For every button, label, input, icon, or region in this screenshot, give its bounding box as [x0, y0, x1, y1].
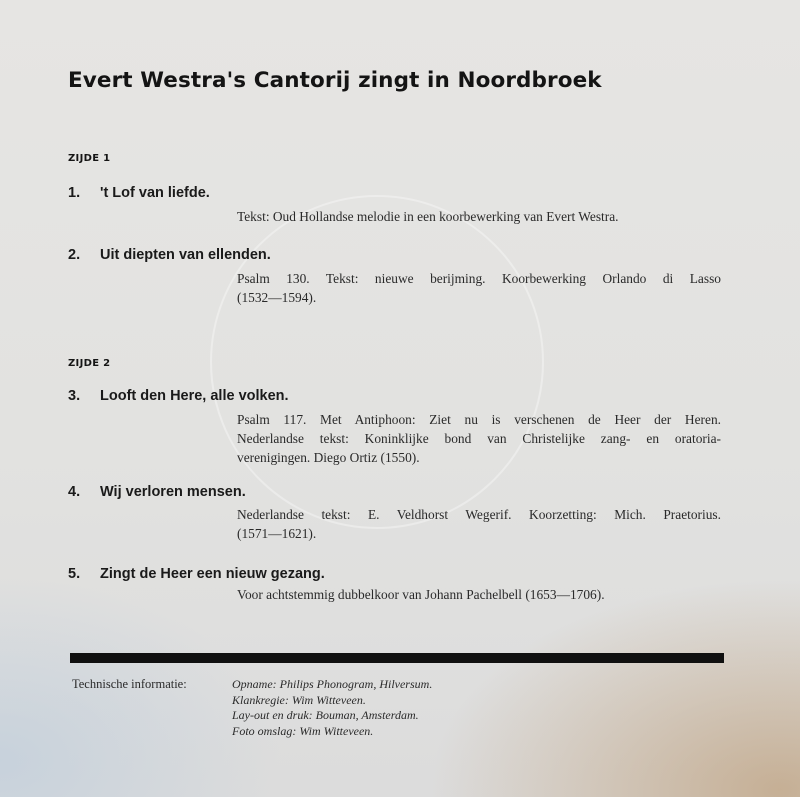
track-name: Zingt de Heer een nieuw gezang. [100, 566, 325, 582]
track-4-description [237, 505, 721, 543]
description-line: Tekst: Oud Hollandse melodie in een koorbewerking van Evert Westra. [237, 209, 619, 224]
track-2-title [68, 247, 271, 263]
tech-line-cover-photo: Foto omslag: Wim Witteveen. [232, 723, 374, 738]
track-5-title [68, 566, 325, 582]
description-line: Nederlandse tekst: E. Veldhorst Wegerif. Koorzetting: Mich. Praetorius. [237, 507, 721, 522]
side-1-label: ZIJDE 1 [68, 153, 111, 164]
description-line: (1532—1594). [237, 290, 317, 305]
track-number: 3. [68, 388, 81, 404]
description-line: (1571—1621). [237, 526, 317, 541]
track-name: Looft den Here, alle volken. [100, 388, 289, 404]
track-number: 2. [68, 247, 81, 263]
track-1-title [68, 185, 210, 201]
tech-line-sound-direction: Klankregie: Wim Witteveen. [232, 692, 366, 707]
description-line: Psalm 117. Met Antiphoon: Ziet nu is verschenen de Heer der Heren. [237, 412, 721, 427]
track-3-description [237, 410, 721, 467]
track-number: 4. [68, 484, 81, 500]
track-3-title [68, 388, 289, 404]
description-line: verenigingen. Diego Ortiz (1550). [237, 450, 420, 465]
track-number: 1. [68, 185, 81, 201]
tech-line-layout-print: Lay-out en druk: Bouman, Amsterdam. [232, 708, 419, 722]
track-name: Uit diepten van ellenden. [100, 247, 271, 263]
track-5-description [237, 585, 721, 604]
track-1-description [237, 207, 721, 226]
record-ring-impression [210, 195, 544, 529]
description-line: Nederlandse tekst: Koninklijke bond van Christelijke zang- en oratoria- [237, 431, 721, 446]
track-name: Wij verloren mensen. [100, 484, 246, 500]
track-name: 't Lof van liefde. [100, 185, 210, 201]
divider-rule [70, 653, 724, 663]
technical-info-label: Technische informatie: [72, 677, 187, 691]
tech-line-recording: Opname: Philips Phonogram, Hilversum. [232, 677, 433, 691]
track-4-title [68, 484, 246, 500]
technical-info-list [232, 677, 432, 739]
description-line: Psalm 130. Tekst: nieuwe berijming. Koorbewerking Orlando di Lasso [237, 271, 721, 286]
track-2-description [237, 269, 721, 307]
description-line: Voor achtstemmig dubbelkoor van Johann Pachelbell (1653—1706). [237, 587, 605, 602]
page-title: Evert Westra's Cantorij zingt in Noordbroek [68, 68, 602, 93]
side-2-label: ZIJDE 2 [68, 358, 111, 369]
track-number: 5. [68, 566, 81, 582]
